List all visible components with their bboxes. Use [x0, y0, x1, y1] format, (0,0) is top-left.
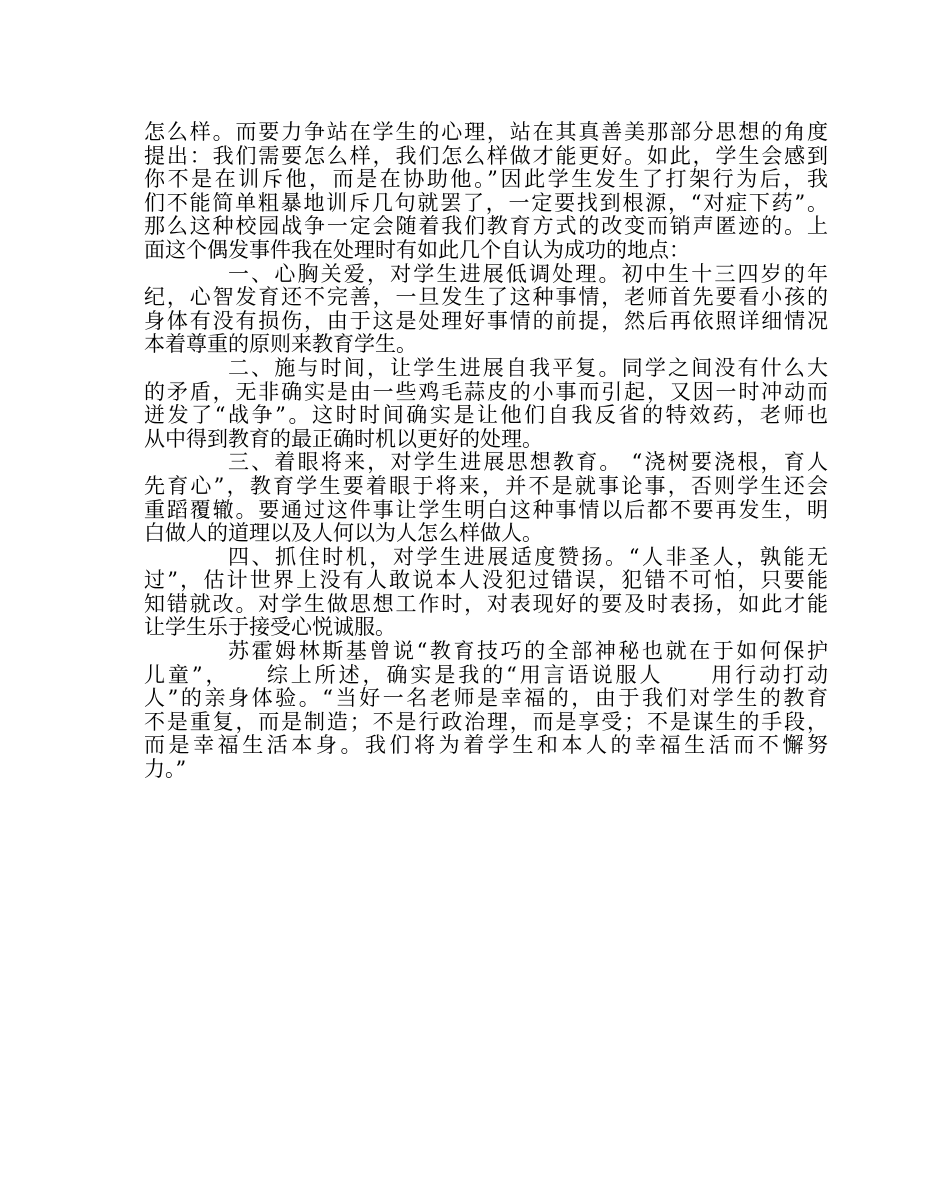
text-line: 那么这种校园战争一定会随着我们教育方式的改变而销声匿迹的。上: [144, 214, 828, 239]
paragraph: [144, 451, 828, 545]
text-line: 人”的亲身体验。“当好一名老师是幸福的，由于我们对学生的教育: [144, 686, 828, 711]
text-line: 力。”: [144, 757, 187, 782]
text-line: 一、心胸关爱，对学生进展低调处理。初中生十三四岁的年: [228, 261, 828, 286]
text-line: 而是幸福生活本身。我们将为着学生和本人的幸福生活而不懈努: [144, 733, 828, 758]
text-line: 儿童”， 综上所述，确实是我的“用言语说服人 用行动打动: [144, 662, 828, 687]
text-line: 白做人的道理以及人何以为人怎么样做人。: [144, 521, 543, 546]
text-line: 本着尊重的原则来教育学生。: [144, 332, 417, 357]
text-line: 先育心”，教育学生要着眼于将来，并不是就事论事，否则学生还会: [144, 473, 828, 498]
text-line: 的矛盾，无非确实是由一些鸡毛蒜皮的小事而引起，又因一时冲动而: [144, 379, 828, 404]
text-line: 三、着眼将来，对学生进展思想教育。 “浇树要浇根，育人: [228, 450, 828, 475]
text-line: 四、抓住时机，对学生进展适度赞扬。“人非圣人，孰能无: [228, 544, 828, 569]
text-line: 面这个偶发事件我在处理时有如此几个自认为成功的地点：: [144, 237, 690, 262]
text-line: 苏霍姆林斯基曾说“教育技巧的全部神秘也就在于如何保护: [228, 639, 828, 664]
text-line: 身体有没有损伤，由于这是处理好事情的前提，然后再依照详细情况: [144, 308, 828, 333]
paragraph: [144, 546, 828, 640]
text-line: 你不是在训斥他，而是在协助他。”因此学生发生了打架行为后，我: [144, 167, 828, 192]
text-line: 二、施与时间，让学生进展自我平复。同学之间没有什么大: [228, 355, 828, 380]
paragraph: [144, 263, 828, 357]
text-line: 让学生乐于接受心悦诚服。: [144, 615, 396, 640]
text-line: 迸发了“战争”。这时时间确实是让他们自我反省的特效药，老师也: [144, 403, 828, 428]
text-line: 知错就改。对学生做思想工作时，对表现好的要及时表扬，如此才能: [144, 591, 828, 616]
text-line: 怎么样。而要力争站在学生的心理，站在其真善美那部分思想的角度: [144, 120, 828, 144]
paragraph: [144, 357, 828, 451]
text-line: 重蹈覆辙。要通过这件事让学生明白这种事情以后都不要再发生，明: [144, 497, 828, 522]
text-line: 不是重复，而是制造；不是行政治理，而是享受；不是谋生的手段，: [144, 709, 828, 734]
text-line: 提出：我们需要怎么样，我们怎么样做才能更好。如此，学生会感到: [144, 143, 828, 168]
text-line: 纪，心智发育还不完善，一旦发生了这种事情，老师首先要看小孩的: [144, 285, 828, 310]
paragraph: [144, 640, 828, 782]
document-page: [144, 121, 828, 782]
paragraph: [144, 121, 828, 263]
text-line: 过”，估计世界上没有人敢说本人没犯过错误，犯错不可怕，只要能: [144, 568, 828, 593]
text-line: 们不能简单粗暴地训斥几句就罢了，一定要找到根源，“对症下药”。: [144, 190, 828, 215]
text-line: 从中得到教育的最正确时机以更好的处理。: [144, 426, 543, 451]
